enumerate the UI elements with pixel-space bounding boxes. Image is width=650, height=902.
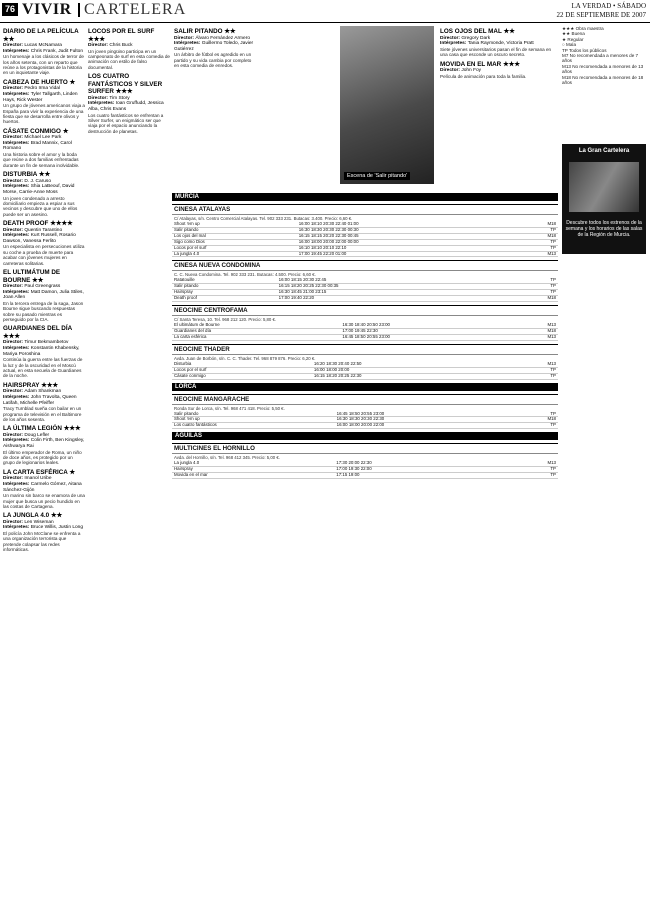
showtime-rating: TP [514,412,558,417]
director-label: Director: [3,389,25,395]
film-cast: Intérpretes: Guillermo Toledo, Javier Gutiérrez [174,41,254,52]
film-review [174,28,256,69]
cinema-name: MULTICINES EL HORNILLO [172,443,558,454]
film-review [3,28,85,76]
showtime-film: Shoot 'em up [172,417,335,423]
header-divider [78,3,80,17]
film-cast: Intérpretes: Kurt Russell, Rosario Dawson, Vanessa Ferlito [3,233,76,244]
reviews-column-3 [174,26,256,186]
film-review [3,171,85,217]
showtime-rating: TP [515,245,558,251]
showtime-film: Cásate conmigo [172,373,312,379]
film-director: Director: Paul Greengrass [3,284,61,290]
film-review [3,325,85,378]
film-cast: Intérpretes: Carmelo Gómez, Aitana Sánchez-Gijón [3,481,82,493]
film-title: LOCOS POR EL SURF ★★★ [88,28,155,43]
legend-item: M7 No recomendada a menores de 7 años [562,53,639,64]
reviews-column-1 [3,26,85,898]
film-review [3,79,85,125]
film-title: MOVIDA EN EL MAR ★★★ [440,60,520,68]
region-bar: ÁGUILAS [172,432,558,440]
director-label: Director: [3,519,25,525]
cartelera-ad[interactable] [562,144,646,254]
showtime-film: Salir pitando [172,227,297,233]
film-review [3,382,85,423]
showtimes-table [172,323,558,341]
cast-label: Intérpretes: [3,289,31,295]
cast-label: Intérpretes: [3,184,31,190]
film-director: Director: Gregory Dark [440,35,491,41]
cast-label: Intérpretes: [3,233,31,239]
ad-text: Descubre todos los estrenos de la semana y los horarios de las salas de la Región de Murcia. [565,220,643,238]
reviews-column-4 [440,26,558,186]
showtime-hours: 16:15 18:15 20:20 22:30 00:45 [297,233,515,239]
film-synopsis: Un homenaje a los clásicos de terror de los años setenta, con un reparto que reúne a los protagonistas de la historia en un inquietante viaje. [3,54,84,76]
showtime-rating: M18 [514,417,558,423]
showtime-hours: 16:30 18:30 20:30 22:30 [335,417,515,423]
showtime-rating: TP [512,290,558,296]
showtime-rating: M13 [515,251,558,257]
film-synopsis: Un grupo de jóvenes americanos viaja a España para vivir la experiencia de una fiesta que se desarrolla entre olivos y huertos. [3,103,85,125]
showtime-film: Shoot 'em up [172,222,297,227]
film-director: Director: Quentin Tarantino [3,227,63,233]
paper-dateline [557,2,646,20]
showtime-film: El ultimátum de Bourne [172,323,340,328]
film-title: DEATH PROOF ★★★★ [3,220,73,228]
showtime-film: Movida en el mar [172,473,334,479]
cast-label: Intérpretes: [3,438,31,444]
showtime-hours: 16:00 18:10 20:30 22:40 01:00 [297,222,515,227]
showtime-rating: TP [504,467,558,473]
paper-name: LA VERDAD • SÁBADO [571,2,646,10]
film-title: DIARIO DE LA PELÍCULA ★★ [3,28,79,43]
legend-item: ★★★ Obra maestra [562,26,604,31]
showtime-row [172,373,558,379]
reviews-column-2 [88,26,170,186]
film-synopsis: Tracy Turnblad sueña con bailar en un programa de televisión en el Baltimore de los años sesenta. [3,406,82,422]
film-director: Director: Imanol Uribe [3,476,52,482]
film-synopsis: Los cuatro fantásticos se enfrentan a Silver Surfer, un enigmático ser que viaja por el espacio anunciando la destrucción de planetas. [88,112,164,134]
showtime-rating: M13 [515,323,558,328]
film-synopsis: Un joven pingüino participa en un campeonato de surf en esta comedia de animación con estilo de falso documental. [88,48,170,70]
film-cast: Intérpretes: Chris Frank, Judit Fulton [3,48,83,54]
showtime-film: Locos por el surf [172,245,297,251]
showtime-rating: M18 [515,328,558,334]
legend-item: ★★ Buena [562,31,585,37]
showtime-hours: 16:00 18:00 20:00 [312,367,510,373]
director-label: Director: [3,432,25,438]
film-director: Director: Álvaro Fernández Armero [174,35,250,41]
film-synopsis: Continúa la guerra entre las fuerzas de la luz y de la oscuridad en el Moscú actual, en esta secuela de Guardianes de la noche. [3,357,83,379]
director-label: Director: [440,35,462,41]
showtime-film: Disturbia [172,362,312,367]
film-cast: Intérpretes: Matt Damon, Julia Stiles, Joan Allen [3,289,84,301]
film-title: GUARDIANES DEL DÍA ★★★ [3,325,72,340]
film-review [3,269,85,322]
showtime-hours: 17:00 19:40 22:20 [277,296,512,302]
showtime-rating: TP [512,278,558,283]
photo-caption: Escena de 'Salir pitando' [344,172,410,180]
showtime-film: La jungla 4.0 [172,251,297,257]
film-review [3,469,85,510]
film-title: EL ULTIMÁTUM DE BOURNE ★★ [3,269,61,284]
showtime-hours: 16:00 18:00 20:00 22:00 00:00 [297,239,515,245]
film-review [3,220,85,266]
cast-label: Intérpretes: [3,481,31,487]
showtime-film: Salir pitando [172,284,277,290]
director-label: Director: [3,340,25,346]
director-label: Director: [440,68,462,73]
film-title: LOS OJOS DEL MAL ★★ [440,28,515,35]
showtime-hours: 16:30 18:45 21:00 23:15 [277,290,512,296]
showtime-rating: TP [510,373,558,379]
film-synopsis: Siete jóvenes universitarios pasan el fin de semana en una casa que esconde un oscuro secreto. [440,46,552,58]
film-review [440,28,558,58]
director-label: Director: [3,178,25,184]
legend-item: ★ Regular [562,36,584,42]
showtime-rating: TP [512,284,558,290]
film-director: Director: Tim Story [88,95,130,101]
showtime-rating: M13 [510,362,558,367]
showtime-hours: 16:30 18:40 20:50 23:00 [340,323,515,328]
showtime-hours: 17:15 19:00 [334,473,504,479]
film-title: CÁSATE CONMIGO ★ [3,127,69,135]
showtime-rating: M13 [515,334,558,340]
showtime-hours: 16:10 18:10 20:10 22:10 [297,245,515,251]
cast-label: Intérpretes: [3,525,31,531]
cinema-address: C/ Santa Teresa, 10. Tel. 968 212 120. Precio: 5,80 €. [174,317,277,323]
director-label: Director: [174,35,196,41]
film-synopsis: El último emperador de Roma, un niño de doce años, es protegido por un grupo de legionarios leales. [3,449,82,466]
film-director: Director: Len Wiseman [3,519,54,525]
director-label: Director: [3,476,25,482]
showtime-film: Salir pitando [172,412,335,417]
showtime-rating: TP [515,227,558,233]
showtime-rating: TP [514,423,558,429]
cinema-name: NEOCINE MANGARACHE [172,394,558,405]
film-review [88,28,170,70]
film-review [3,425,85,466]
showtime-hours: 16:15 18:20 20:25 22:30 00:35 [277,284,512,290]
film-title: HAIRSPRAY ★★★ [3,381,59,389]
film-director: Director: Lucas McNamara [3,43,62,48]
showtime-row [172,473,558,479]
director-label: Director: [3,86,25,92]
showtime-hours: 17:00 19:45 22:20 01:00 [297,251,515,257]
film-title: LOS CUATRO FANTÁSTICOS Y SILVER SURFER ★★★ [88,73,163,96]
film-synopsis: Un joven condenado a arresto domiciliario empieza a espiar a sus vecinos y descubre que uno de ellos puede ser un asesino. [3,195,78,217]
film-synopsis: Un marino sin barco se enamora de una mujer que busca un pecio hundido en las costas de Cartagena. [3,493,85,509]
showtime-film: Los cuatro fantásticos [172,423,335,429]
showtime-rating: M18 [515,222,558,227]
director-label: Director: [88,95,110,101]
film-review [88,73,170,134]
legend-item: M13 No recomendada a menores de 13 años [562,63,644,75]
film-cast: Intérpretes: Brad Mannix, Carol Romano [3,140,72,152]
cast-label: Intérpretes: [88,101,116,107]
film-cast: Intérpretes: John Travolta, Queen Latifah, Michelle Pfeiffer [3,394,77,406]
cinema-address: Ronda Sur de Lorca, s/n. Tel. 968 471 418. Precio: 5,50 €. [174,405,285,411]
showtime-hours: 16:20 18:30 20:40 22:50 [312,362,510,367]
showtime-film: Ratatouille [172,278,277,283]
showtime-hours: 17:30 20:00 22:30 [334,461,504,466]
film-title: SALIR PITANDO ★★ [174,28,236,35]
rating-legend [562,26,646,85]
director-label: Director: [3,135,25,141]
cast-label: Intérpretes: [174,41,202,47]
legend-item: ○ Mala [562,42,577,48]
showtime-row [172,334,558,340]
film-director: Director: Adam Shankman [3,389,62,395]
showtime-rating: TP [504,473,558,479]
film-cast: Intérpretes: Ioan Gruffudd, Jessica Alba, Chris Evans [88,101,164,112]
director-label: Director: [3,43,25,48]
showtime-hours: 16:45 18:50 20:55 23:00 [335,412,515,417]
film-title: LA CARTA ESFÉRICA ★ [3,468,75,476]
showtime-film: Locos por el surf [172,367,312,373]
showtime-hours: 16:00 18:15 20:30 22:45 [277,278,512,283]
film-title: DISTURBIA ★★ [3,171,51,179]
film-director: Director: Chris Buck [88,43,133,48]
showtime-hours: 17:00 19:30 22:00 [334,467,504,473]
showtime-row [172,251,558,257]
showtimes-table [172,461,558,479]
film-review [440,61,558,80]
showtime-film: La carta esférica [172,334,340,340]
cinema-listings [172,190,558,479]
showtime-film: Sigo como Dios [172,239,297,245]
showtime-rating: TP [515,239,558,245]
film-director: Director: John Foy [440,68,482,73]
film-cast: Intérpretes: Shia LaBeouf, David Morse, Carrie-Anne Moss [3,184,75,195]
film-title: CABEZA DE HUERTO ★ [3,78,76,86]
showtime-rating: M18 [512,296,558,302]
film-director: Director: Doug Lefler [3,432,50,438]
cast-label: Intérpretes: [3,140,31,146]
cinema-address: C. C. Nueva Condomina. Tel. 902 333 231. Butacas: 4.500. Precio: 6,60 €. [174,272,316,278]
showtime-rating: M18 [515,233,558,239]
showtime-row [172,423,558,429]
film-synopsis: El policía John McClane se enfrenta a una organización terrorista que pretende colapsar las redes informáticas. [3,531,81,553]
paper-date: 22 DE SEPTIEMBRE DE 2007 [556,11,646,19]
cinema-name: NEOCINE CENTROFAMA [172,305,558,316]
director-label: Director: [3,227,25,233]
film-cast: Intérpretes: Tania Raymonde, Victoria Pratt [440,41,534,47]
film-review [3,512,85,552]
showtime-film: Hairspray [172,290,277,296]
film-title: LA JUNGLA 4.0 ★★ [3,512,63,520]
director-label: Director: [88,43,110,48]
film-review [3,128,85,169]
ad-image [569,162,639,212]
region-bar: LORCA [172,383,558,391]
cast-label: Intérpretes: [3,48,31,54]
showtimes-table [172,362,558,380]
showtime-film: Guardianes del día [172,328,340,334]
cast-label: Intérpretes: [3,394,31,400]
film-synopsis: Película de animación para toda la familia. [440,73,527,79]
showtimes-table [172,222,558,257]
page-number: 76 [2,3,18,16]
showtime-rating: M13 [504,461,558,466]
film-director: Director: Pedro Irma Vidal [3,86,60,92]
showtimes-table [172,412,558,430]
cast-label: Intérpretes: [440,41,468,47]
showtime-film: Death proof [172,296,277,302]
film-synopsis: Una historia sobre el amor y la boda que reúne a dos familias enfrentadas durante un fin de semana inolvidable. [3,152,80,168]
director-label: Director: [3,284,25,290]
cast-label: Intérpretes: [3,346,31,352]
legend-item: M18 No recomendada a menores de 18 años [562,74,644,86]
cinema-address: C/ Atalayas, s/n. Centro Comercial Atalayas. Tel. 902 333 231. Butacas: 3.400. Precio: 6,60 €. [174,216,353,221]
film-director: Director: D. J. Caruso [3,178,51,184]
cinema-address: Avda. Juan de Borbón, s/n. C. C. Thader. Tel. 968 879 876. Precio: 6,20 €. [174,355,316,361]
film-synopsis: Un árbitro de fútbol es agredido en un partido y su vida cambia por completo en esta comedia de enredos. [174,52,252,69]
ad-title: La Gran Cartelera [578,148,630,154]
showtime-row [172,296,558,302]
film-cast: Intérpretes: Tyler Tallgarth, Linden Hays, Rick Wester [3,91,78,103]
cinema-name: NEOCINE THADER [172,344,558,355]
cinema-address: Avda. del Hornillo, s/n. Tel. 968 412 345. Precio: 5,00 €. [174,455,280,461]
showtimes-table [172,278,558,302]
showtime-rating: TP [510,367,558,373]
showtime-film: Los ojos del mal [172,233,297,239]
cinema-name: CINESA ATALAYAS [172,204,558,215]
film-title: LA ÚLTIMA LEGIÓN ★★★ [3,425,81,433]
showtime-hours: 16:45 18:50 20:55 23:00 [340,334,515,340]
showtime-film: Hairspray [172,467,334,473]
showtime-film: La jungla 4.0 [172,461,334,466]
legend-item: TP Todos los públicos [562,47,607,53]
region-bar: MURCIA [172,193,558,201]
showtime-hours: 16:00 18:00 20:00 22:00 [335,423,515,429]
cast-label: Intérpretes: [3,91,31,97]
section-title: VIVIR [22,1,72,18]
film-director: Director: Timur Bekmambetov [3,340,69,346]
film-director: Director: Michael Lee Park [3,135,62,141]
film-photo [340,26,434,184]
page-header [0,0,650,23]
film-cast: Intérpretes: Colin Firth, Ben Kingsley, Aishwarya Rai [3,438,85,450]
film-cast: Intérpretes: Konstantin Khabensky, Mariya Poroshina [3,346,80,357]
cinema-name: CINESA NUEVA CONDOMINA [172,260,558,271]
showtime-hours: 16:30 18:30 20:30 22:30 00:30 [297,227,515,233]
film-cast: Intérpretes: Bruce Willis, Justin Long [3,525,83,531]
film-synopsis: Un especialista en persecuciones utiliza su coche a prueba de muerte para acabar con jóvenes mujeres en carreteras solitarias. [3,244,85,266]
subsection-title: CARTELERA [84,1,187,18]
showtime-hours: 16:15 18:20 20:25 22:30 [312,373,510,379]
showtime-hours: 17:00 19:45 22:30 [340,328,515,334]
film-synopsis: En la tercera entrega de la saga, Jason Bourne sigue buscando respuestas sobre su pasado mientras es perseguido por la CIA. [3,300,84,323]
